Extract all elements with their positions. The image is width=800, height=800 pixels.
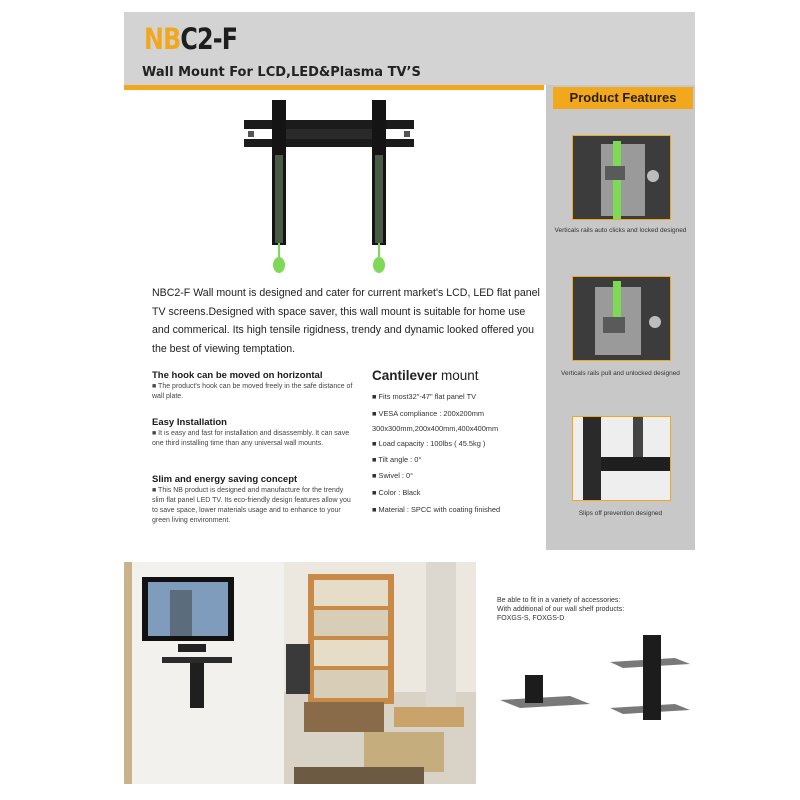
- accessories-line: Be able to fit in a variety of accessories:: [497, 597, 621, 604]
- model-highlight: NB: [144, 22, 181, 56]
- cantilever-title-rest: mount: [437, 368, 479, 383]
- spec-item: 300x300mm,200x400mm,400x400mm: [372, 424, 499, 433]
- spec-item: ■ Load capacity : 100lbs ( 45.5kg ): [372, 439, 486, 448]
- subtitle: Wall Mount For LCD,LED&Plasma TV’S: [142, 65, 421, 80]
- model-name: [144, 22, 237, 56]
- header-banner: [124, 12, 695, 85]
- wall-mount-illustration: [244, 95, 414, 280]
- feature-photo-auto-lock: [572, 135, 671, 220]
- accent-divider: [124, 85, 544, 90]
- feature-photo-unlock: [572, 276, 671, 361]
- cantilever-title: [372, 368, 479, 383]
- section-title: The hook can be moved on horizontal: [152, 370, 323, 381]
- room-photo: [124, 562, 476, 784]
- feature-caption: Verticals rails auto clicks and locked designed: [554, 227, 687, 234]
- spec-item: ■ Color : Black: [372, 488, 421, 497]
- spec-item: ■ VESA compliance : 200x200mm: [372, 409, 485, 418]
- model-rest: C2-F: [180, 22, 238, 56]
- spec-item: ■ Tilt angle : 0°: [372, 455, 422, 464]
- accessories-text: [497, 596, 687, 623]
- intro-paragraph: NBC2-F Wall mount is designed and cater for current market's LCD, LED flat panel TV screens.Designed with space saver, this wall mount is suitable for home use and commerical. Its high tensile rigidness, trendy and dynamic looked offered you the best of viewing temptation.: [152, 287, 540, 355]
- spec-item: ■ Material : SPCC with coating finished: [372, 505, 501, 514]
- product-features-panel: [546, 85, 695, 550]
- accessories-line: FOXGS-S, FOXGS-D: [497, 615, 565, 622]
- cantilever-title-bold: Cantilever: [372, 368, 438, 383]
- feature-caption: Verticals rails pull and unlocked designed: [561, 370, 680, 377]
- feature-caption: Slips off prevention designed: [578, 510, 663, 517]
- spec-item: ■ Fits most32"-47" flat panel TV: [372, 392, 477, 401]
- features-title: Product Features: [553, 87, 693, 109]
- section-body: ■ The product's hook can be moved freely in the safe distance of wall plate.: [152, 383, 353, 400]
- feature-photo-slip-off: [572, 416, 671, 501]
- section-title: Slim and energy saving concept: [152, 474, 298, 485]
- section-title: Easy Installation: [152, 417, 227, 428]
- section-body: ■ This NB product is designed and manufacture for the trendy slim flat panel LED TV. Its eco-friendly design features allow you to save space, lower materials usage and to enhance to your green living environment.: [152, 487, 351, 524]
- wall-shelves-illustration: [495, 630, 695, 740]
- section-body: ■ It is easy and fast for installation and disassembly. It can save one third installing time than any universal wall mounts.: [152, 430, 350, 447]
- accessories-line: With additional of our wall shelf products:: [497, 606, 625, 613]
- spec-item: ■ Swivel : 0°: [372, 471, 414, 480]
